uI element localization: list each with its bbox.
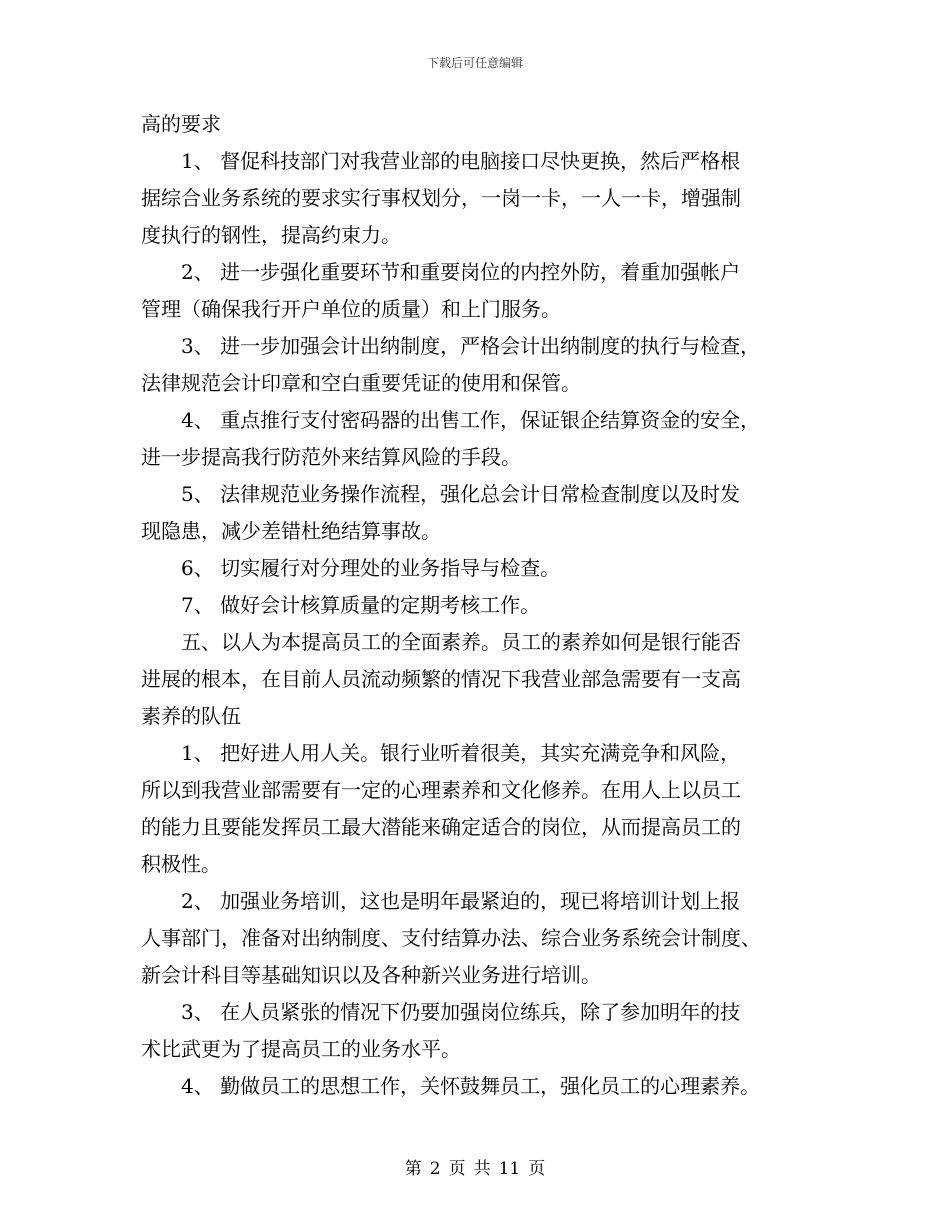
footer-prefix: 第 — [404, 1159, 422, 1179]
body-line: 进展的根本，在目前人员流动频繁的情况下我营业部急需要有一支高 — [141, 667, 741, 691]
total-page-count: 11 — [498, 1159, 521, 1179]
footer-suffix: 页 — [528, 1159, 546, 1179]
body-line: 术比武更为了提高员工的业务水平。 — [141, 1037, 461, 1061]
body-line: 4、 重点推行支付密码器的出售工作，保证银企结算资金的安全， — [181, 408, 761, 432]
body-line: 6、 切实履行对分理处的业务指导与检查。 — [181, 556, 561, 580]
body-line: 2、 加强业务培训，这也是明年最紧迫的，现已将培训计划上报 — [181, 889, 741, 913]
body-line: 新会计科目等基础知识以及各种新兴业务进行培训。 — [141, 963, 601, 987]
body-line: 1、 督促科技部门对我营业部的电脑接口尽快更换，然后严格根 — [181, 149, 741, 173]
page-header-note: 下载后可任意编辑 — [426, 56, 523, 70]
body-line: 素养的队伍 — [141, 704, 241, 728]
section-heading-line: 五、以人为本提高员工的全面素养。员工的素养如何是银行能否 — [181, 630, 741, 654]
body-line: 的能力且要能发挥员工最大潜能来确定适合的岗位，从而提高员工的 — [141, 815, 741, 839]
body-line: 据综合业务系统的要求实行事权划分，一岗一卡，一人一卡，增强制 — [141, 186, 741, 210]
body-line: 所以到我营业部需要有一定的心理素养和文化修养。在用人上以员工 — [141, 778, 741, 802]
body-line: 1、 把好进人用人关。银行业听着很美，其实充满竞争和风险， — [181, 741, 741, 765]
body-line: 4、 勤做员工的思想工作，关怀鼓舞员工，强化员工的心理素养。 — [181, 1074, 761, 1098]
page-number-footer — [0, 1154, 950, 1179]
body-line: 人事部门，准备对出纳制度、支付结算办法、综合业务系统会计制度、 — [141, 926, 761, 950]
body-line: 现隐患，减少差错杜绝结算事故。 — [141, 519, 441, 543]
body-line: 进一步提高我行防范外来结算风险的手段。 — [141, 445, 521, 469]
body-line: 3、 在人员紧张的情况下仍要加强岗位练兵，除了参加明年的技 — [181, 1000, 741, 1024]
body-line: 度执行的钢性，提高约束力。 — [141, 223, 401, 247]
body-line: 5、 法律规范业务操作流程，强化总会计日常检查制度以及时发 — [181, 482, 741, 506]
body-line: 3、 进一步加强会计出纳制度，严格会计出纳制度的执行与检查， — [181, 334, 761, 358]
document-body — [141, 106, 816, 1105]
body-line: 高的要求 — [141, 112, 221, 136]
footer-page-word: 页 — [448, 1159, 466, 1179]
body-line: 2、 进一步强化重要环节和重要岗位的内控外防，着重加强帐户 — [181, 260, 741, 284]
footer-total-prefix: 共 — [473, 1159, 491, 1179]
current-page-number: 2 — [429, 1159, 441, 1179]
body-line: 管理（确保我行开户单位的质量）和上门服务。 — [141, 297, 561, 321]
body-line: 7、 做好会计核算质量的定期考核工作。 — [181, 593, 541, 617]
body-line: 积极性。 — [141, 852, 221, 876]
body-line: 法律规范会计印章和空白重要凭证的使用和保管。 — [141, 371, 581, 395]
